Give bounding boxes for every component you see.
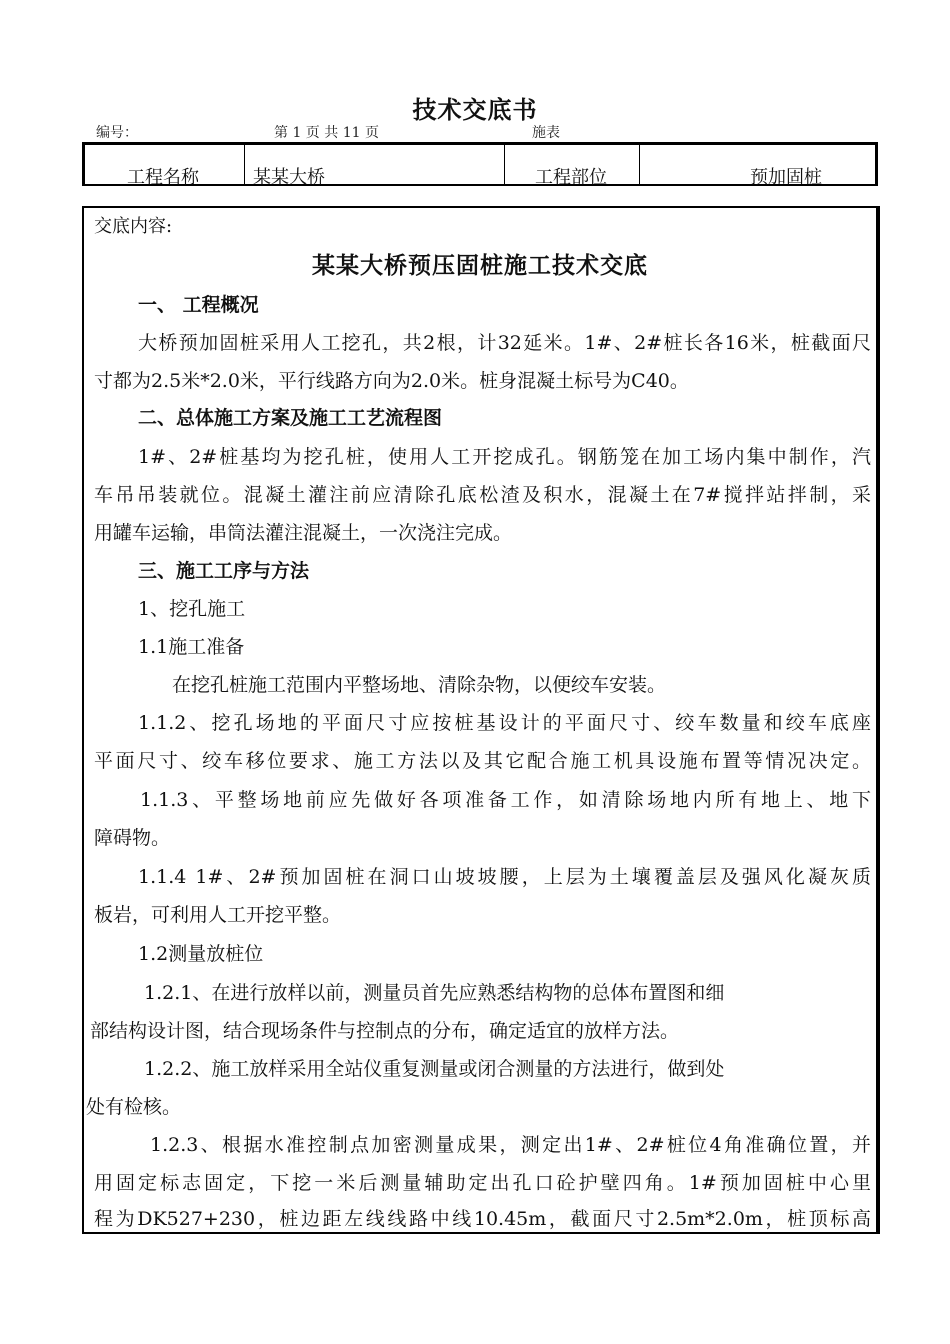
project-name-label: 工程名称 (85, 145, 245, 184)
serial-number-label: 编号： (96, 125, 138, 141)
paragraph-line: 1.1.3、平整场地前应先做好各项准备工作，如清除场地内所有地上、地下 (140, 789, 871, 811)
paragraph-line: 1#、2#桩基均为挖孔桩，使用人工开挖成孔。钢筋笼在加工场内集中制作，汽 (138, 446, 871, 468)
project-info-table (82, 142, 878, 186)
paragraph-line: 车吊吊装就位。混凝土灌注前应清除孔底松渣及积水，混凝土在7#搅拌站拌制，采 (94, 484, 871, 506)
paragraph-line: 1.1.4 1#、2#预加固桩在洞口山坡坡腰，上层为土壤覆盖层及强风化凝灰质 (138, 866, 871, 888)
paragraph-line: 处有检核。 (86, 1096, 182, 1118)
paragraph-line: 1.1.2、挖孔场地的平面尺寸应按桩基设计的平面尺寸、绞车数量和绞车底座 (138, 712, 871, 734)
paragraph-line: 部结构设计图，结合现场条件与控制点的分布，确定适宜的放样方法。 (90, 1020, 680, 1042)
subsection-heading: 1、挖孔施工 (138, 598, 246, 620)
subsection-heading: 1.2测量放桩位 (138, 943, 264, 965)
section-heading: 二、总体施工方案及施工工艺流程图 (138, 407, 443, 429)
paragraph-line: 1.2.3、根据水准控制点加密测量成果，测定出1#、2#桩位4角准确位置，并 (150, 1134, 871, 1156)
content-box (82, 206, 880, 1234)
content-subtitle: 某某大桥预压固桩施工技术交底 (312, 252, 648, 279)
paragraph-line: 用固定标志固定，下挖一米后测量辅助定出孔口砼护壁四角。1#预加固桩中心里 (94, 1172, 871, 1194)
section-heading: 一、 工程概况 (138, 294, 259, 316)
paragraph-line: 程为DK527+230，桩边距左线线路中线10.45m，截面尺寸2.5m*2.0m，桩顶标高 (94, 1208, 871, 1230)
section-heading: 三、施工工序与方法 (138, 560, 310, 582)
page-info: 第 1 页 共 11 页 (274, 125, 379, 141)
paragraph-line: 障碍物。 (94, 827, 171, 849)
subsection-heading: 1.1施工准备 (138, 636, 245, 658)
paragraph-line: 寸都为2.5米*2.0米，平行线路方向为2.0米。桩身混凝土标号为C40。 (94, 370, 689, 392)
form-code: 施表 (532, 125, 560, 141)
project-part-label: 工程部位 (505, 145, 640, 184)
paragraph-line: 大桥预加固桩采用人工挖孔，共2根，计32延米。1#、2#桩长各16米，桩截面尺 (138, 332, 871, 354)
paragraph-line: 1.2.2、施工放样采用全站仪重复测量或闭合测量的方法进行，做到处 (144, 1058, 725, 1080)
paragraph-line: 在挖孔桩施工范围内平整场地、清除杂物，以便绞车安装。 (172, 674, 667, 696)
paragraph-line: 用罐车运输，串筒法灌注混凝土，一次浇注完成。 (94, 522, 513, 544)
project-part-value: 预加固桩 (750, 167, 822, 188)
document-title: 技术交底书 (412, 95, 538, 124)
paragraph-line: 1.2.1、在进行放样以前，测量员首先应熟悉结构物的总体布置图和细 (144, 982, 725, 1004)
paragraph-line: 平面尺寸、绞车移位要求、施工方法以及其它配合施工机具设施布置等情况决定。 (94, 750, 871, 772)
content-label: 交底内容: (94, 216, 173, 237)
project-name-value: 某某大桥 (245, 145, 505, 184)
paragraph-line: 板岩，可利用人工开挖平整。 (94, 904, 342, 926)
